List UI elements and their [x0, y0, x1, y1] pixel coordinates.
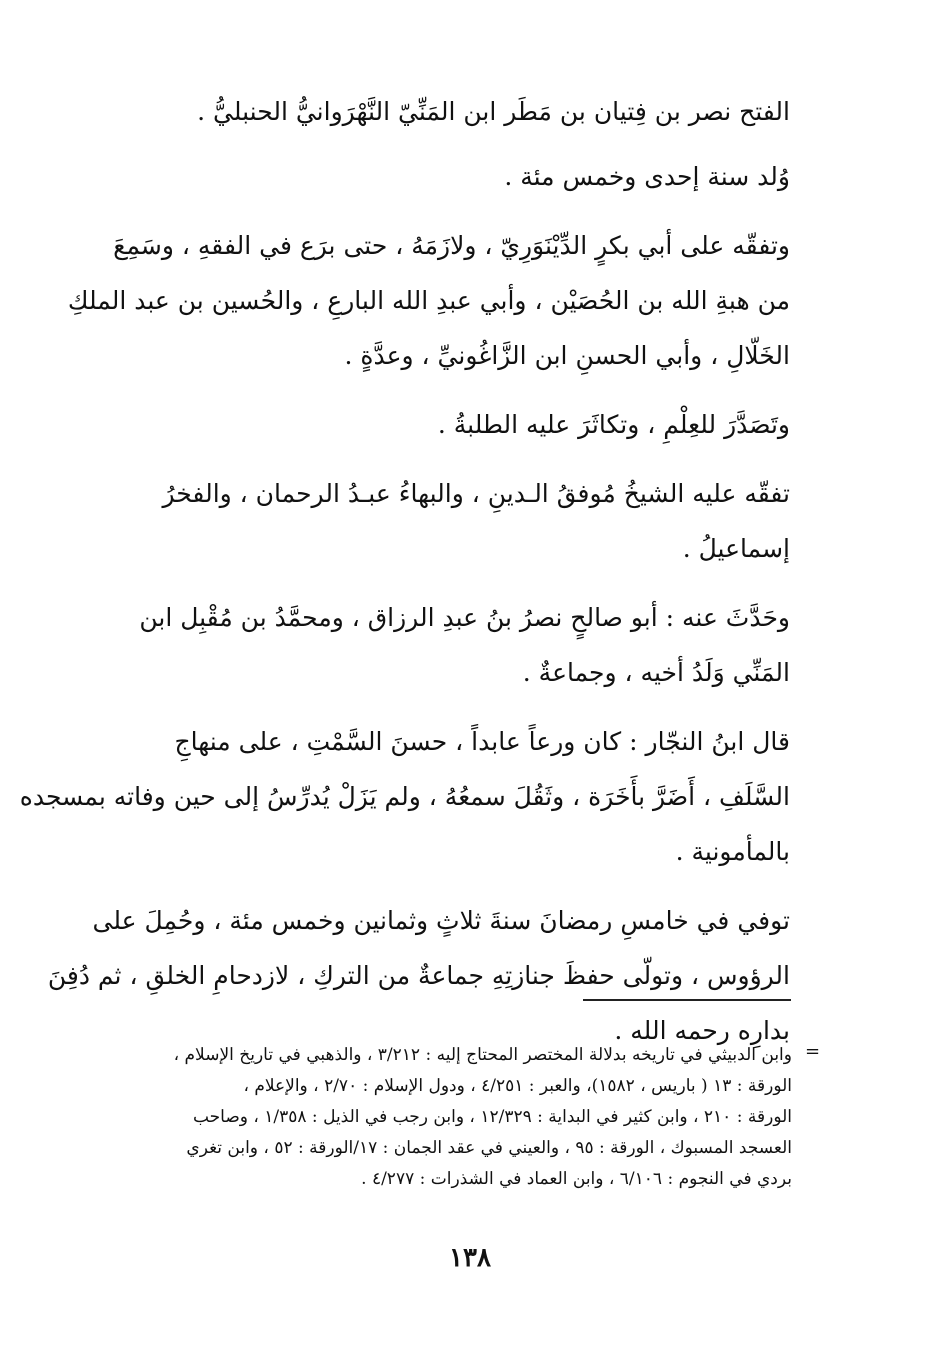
page-number: ١٣٨: [449, 1243, 491, 1273]
text-line: وتفقّه على أبي بكرٍ الدِّيْنَوَرِيّ ، ولازَمَهُ ، حتى برَع في الفقهِ ، وسَمِعَ: [113, 231, 790, 260]
footnote-line: وابن الدبيثي في تاريخه بدلالة المختصر المحتاج إليه : ٣/٢١٢ ، والذهبي في تاريخ الإسلام ،: [173, 1045, 792, 1065]
paragraph-studies: [67, 218, 790, 383]
paragraph-students: [130, 466, 790, 576]
text-line: من هبةِ الله بن الحُصَيْن ، وأبي عبدِ الله البارعِ ، والحُسين بن عبد الملكِ: [67, 286, 790, 315]
text-line: المَنِّي وَلَدُ أخيه ، وجماعةٌ .: [522, 658, 790, 687]
text-line: وُلد سنة إحدى وخمس مئة .: [504, 162, 790, 191]
paragraph-ibn-najjar: [19, 714, 790, 879]
footnote-continuation-marker: =: [805, 1041, 821, 1062]
footnote-line: الورقة : ٢١٠ ، وابن كثير في البداية : ١٢/٣٢٩ ، وابن رجب في الذيل : ١/٣٥٨ ، وصاحب: [192, 1107, 792, 1127]
text-line: إسماعيلُ .: [682, 534, 790, 563]
text-line: وحَدَّثَ عنه : أبو صالحٍ نصرُ بنُ عبدِ الرزاق ، ومحمَّدُ بن مُقْبِل ابن: [139, 603, 790, 632]
paragraph-name: [130, 84, 790, 139]
text-line: الفتح نصر بن فِتيان بن مَطَر ابن المَنِّيّ النَّهْرَوانيُّ الحنبليُّ .: [197, 97, 790, 126]
text-line: توفي في خامسِ رمضانَ سنةَ ثلاثٍ وثمانين وخمس مئة ، وحُمِلَ على: [92, 906, 790, 935]
paragraph-teaching: [130, 397, 790, 452]
paragraph-birth: [130, 149, 790, 204]
text-line: وتَصَدَّرَ للعِلْمِ ، وتكاثَرَ عليه الطلبةُ .: [437, 410, 790, 439]
text-line: قال ابنُ النجّار : كان ورعاً عابداً ، حسنَ السَّمْتِ ، على منهاجِ: [174, 727, 790, 756]
text-line: بالمأمونية .: [675, 837, 790, 866]
footnote-line: الورقة : ١٣ ( باريس ، ١٥٨٢)، والعبر : ٤/٢٥١ ، ودول الإسلام : ٢/٧٠ ، والإعلام ،: [243, 1076, 792, 1096]
text-line: السَّلَفِ ، أَضَرَّ بأَخَرَة ، وثَقُلَ سمعُهُ ، ولم يَزَلْ يُدرِّسُ إلى حين وفاته بمسجده: [19, 782, 790, 811]
main-text: [19, 84, 790, 1072]
footnotes: [128, 1040, 792, 1195]
footnote-separator: [583, 999, 791, 1001]
text-line: الخَلّالِ ، وأبي الحسنِ ابن الزَّاغُونيِّ ، وعدَّةٍ .: [344, 341, 790, 370]
footnote-line: العسجد المسبوك ، الورقة : ٩٥ ، والعيني في عقد الجمان : ١٧/الورقة : ٥٢ ، وابن تغري: [186, 1138, 792, 1158]
paragraph-narrators: [130, 590, 790, 700]
text-line: بدارِه رحمه الله .: [614, 1016, 790, 1045]
text-line: الرؤوس ، وتولّى حفظَ جنازتِهِ جماعةٌ من التركِ ، لازدحامِ الخلقِ ، ثم دُفِنَ: [47, 961, 790, 990]
paragraph-death: [47, 893, 790, 1058]
text-line: تفقّه عليه الشيخُ مُوفقُ الـدينِ ، والبهاءُ عبـدُ الرحمان ، والفخرُ: [162, 479, 790, 508]
footnote-line: بردي في النجوم : ٦/١٠٦ ، وابن العماد في الشذرات : ٤/٢٧٧ .: [361, 1169, 792, 1189]
